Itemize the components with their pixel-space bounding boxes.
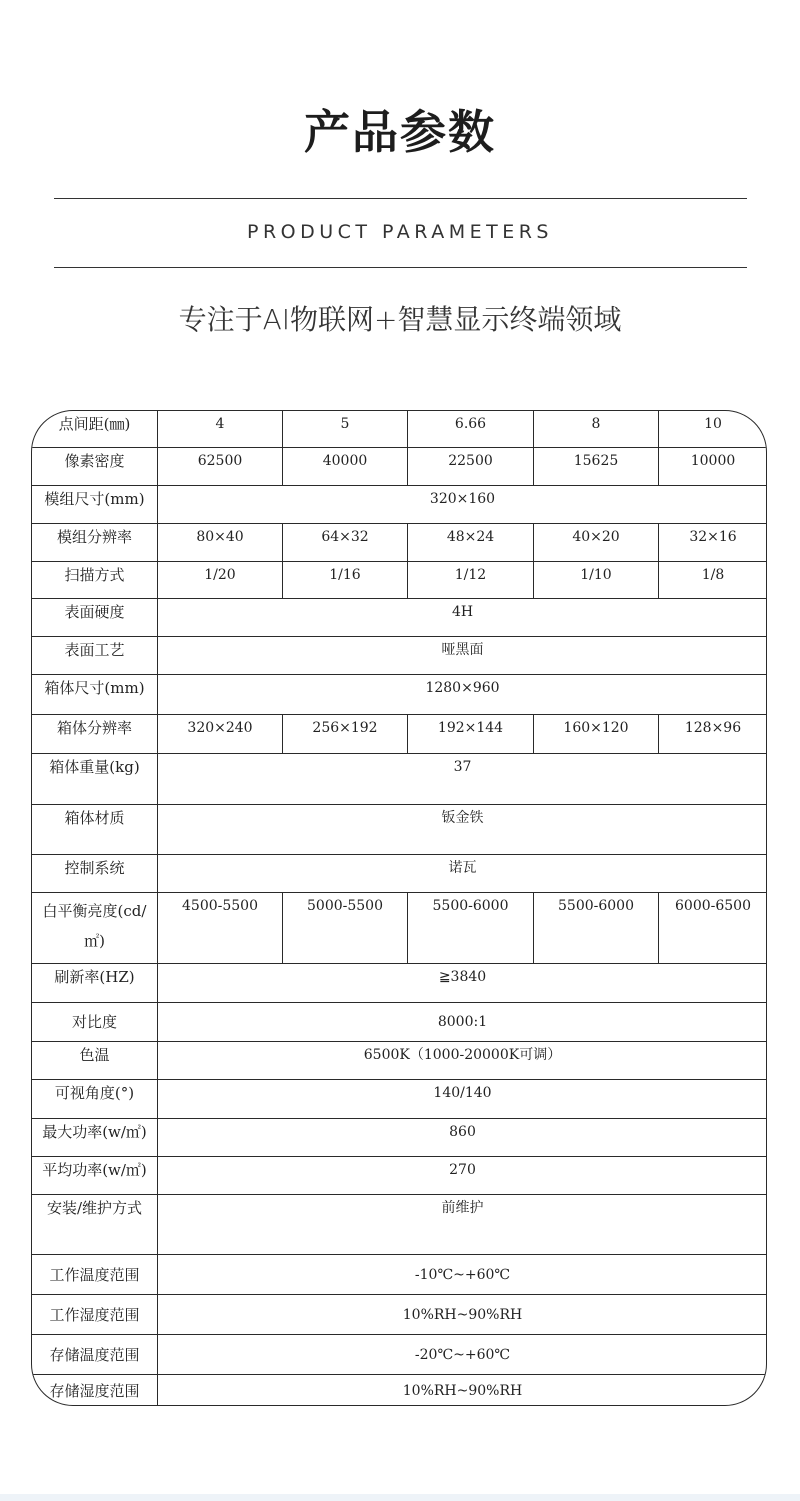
row-label-refresh: 刷新率(HZ) — [32, 964, 158, 1003]
table-cell: 320×240 — [158, 715, 283, 754]
table-row — [32, 1195, 768, 1255]
row-label-brightness: 白平衡亮度(cd/㎡) — [32, 893, 158, 964]
table-row — [32, 964, 768, 1003]
table-cell: 128×96 — [659, 715, 768, 754]
table-row — [32, 1375, 768, 1407]
table-row — [32, 1003, 768, 1042]
table-cell: -10℃~+60℃ — [158, 1255, 768, 1295]
table-row — [32, 562, 768, 599]
table-cell: 前维护 — [158, 1195, 768, 1255]
table-cell: 6.66 — [408, 411, 534, 448]
table-cell: 1/20 — [158, 562, 283, 599]
table-cell: 6000-6500 — [659, 893, 768, 964]
table-row — [32, 1119, 768, 1157]
row-label-control: 控制系统 — [32, 855, 158, 893]
table-row — [32, 1255, 768, 1295]
table-cell: 5500-6000 — [408, 893, 534, 964]
table-cell: 诺瓦 — [158, 855, 768, 893]
table-row — [32, 893, 768, 964]
table-cell: 15625 — [534, 448, 659, 486]
table-row — [32, 675, 768, 715]
table-cell: 8 — [534, 411, 659, 448]
row-label-view-angle: 可视角度(°) — [32, 1080, 158, 1119]
table-cell: 8000:1 — [158, 1003, 768, 1042]
row-label-cabinet-size: 箱体尺寸(mm) — [32, 675, 158, 715]
row-label-density: 像素密度 — [32, 448, 158, 486]
table-row — [32, 805, 768, 855]
table-row — [32, 855, 768, 893]
table-cell: 5 — [283, 411, 408, 448]
table-cell: 4500-5500 — [158, 893, 283, 964]
row-label-work-humidity: 工作湿度范围 — [32, 1295, 158, 1335]
row-label-module-size: 模组尺寸(mm) — [32, 486, 158, 524]
table-row — [32, 1295, 768, 1335]
table-row — [32, 637, 768, 675]
table-row — [32, 411, 768, 448]
table-cell: 4 — [158, 411, 283, 448]
table-cell: 钣金铁 — [158, 805, 768, 855]
table-cell: 48×24 — [408, 524, 534, 562]
table-row — [32, 599, 768, 637]
bottom-divider — [54, 267, 747, 268]
row-label-install: 安装/维护方式 — [32, 1195, 158, 1255]
table-cell: -20℃~+60℃ — [158, 1335, 768, 1375]
table-cell: 10%RH~90%RH — [158, 1295, 768, 1335]
table-row — [32, 1157, 768, 1195]
row-label-max-power: 最大功率(w/㎡) — [32, 1119, 158, 1157]
table-cell: 1/10 — [534, 562, 659, 599]
row-label-cabinet-res: 箱体分辨率 — [32, 715, 158, 754]
table-cell: 40×20 — [534, 524, 659, 562]
row-label-store-temp: 存储温度范围 — [32, 1335, 158, 1375]
table-cell: 哑黑面 — [158, 637, 768, 675]
table-cell: 140/140 — [158, 1080, 768, 1119]
table-cell: 860 — [158, 1119, 768, 1157]
table-cell: 6500K（1000-20000K可调） — [158, 1042, 768, 1080]
row-label-hardness: 表面硬度 — [32, 599, 158, 637]
table-cell: 64×32 — [283, 524, 408, 562]
table-cell: 4H — [158, 599, 768, 637]
table-cell: 40000 — [283, 448, 408, 486]
row-label-work-temp: 工作温度范围 — [32, 1255, 158, 1295]
row-label-module-res: 模组分辨率 — [32, 524, 158, 562]
row-label-weight: 箱体重量(kg) — [32, 754, 158, 805]
table-row — [32, 448, 768, 486]
table-cell: 37 — [158, 754, 768, 805]
table-cell: 1/16 — [283, 562, 408, 599]
tagline: 专注于AI物联网+智慧显示终端领域 — [178, 303, 622, 336]
table-row — [32, 524, 768, 562]
parameter-table — [31, 410, 767, 1406]
table-cell: 1/8 — [659, 562, 768, 599]
row-label-avg-power: 平均功率(w/㎡) — [32, 1157, 158, 1195]
row-label-color-temp: 色温 — [32, 1042, 158, 1080]
table-row — [32, 1335, 768, 1375]
table-row — [32, 754, 768, 805]
table-cell: 10000 — [659, 448, 768, 486]
table-cell: 5000-5500 — [283, 893, 408, 964]
table-cell: 62500 — [158, 448, 283, 486]
table-row — [32, 1080, 768, 1119]
row-label-scan: 扫描方式 — [32, 562, 158, 599]
table-cell: 256×192 — [283, 715, 408, 754]
table-row — [32, 1042, 768, 1080]
bottom-band — [0, 1494, 800, 1501]
row-label-store-humidity: 存储湿度范围 — [32, 1375, 158, 1407]
english-subtitle: PRODUCT PARAMETERS — [246, 221, 553, 243]
table-cell: 22500 — [408, 448, 534, 486]
row-label-finish: 表面工艺 — [32, 637, 158, 675]
table-cell: 1280×960 — [158, 675, 768, 715]
table-row — [32, 486, 768, 524]
row-label-pitch: 点间距(㎜) — [32, 411, 158, 448]
page-title: 产品参数 — [304, 105, 496, 159]
table-cell: 270 — [158, 1157, 768, 1195]
table-cell: 1/12 — [408, 562, 534, 599]
row-label-material: 箱体材质 — [32, 805, 158, 855]
table-cell: 5500-6000 — [534, 893, 659, 964]
row-label-contrast: 对比度 — [32, 1003, 158, 1042]
table-cell: 192×144 — [408, 715, 534, 754]
table-cell: 10%RH~90%RH — [158, 1375, 768, 1407]
table-cell: 10 — [659, 411, 768, 448]
table-cell: 160×120 — [534, 715, 659, 754]
table-row — [32, 715, 768, 754]
table-cell: 80×40 — [158, 524, 283, 562]
table-cell: 32×16 — [659, 524, 768, 562]
top-divider — [54, 198, 747, 199]
table-cell: 320×160 — [158, 486, 768, 524]
table-cell: ≧3840 — [158, 964, 768, 1003]
